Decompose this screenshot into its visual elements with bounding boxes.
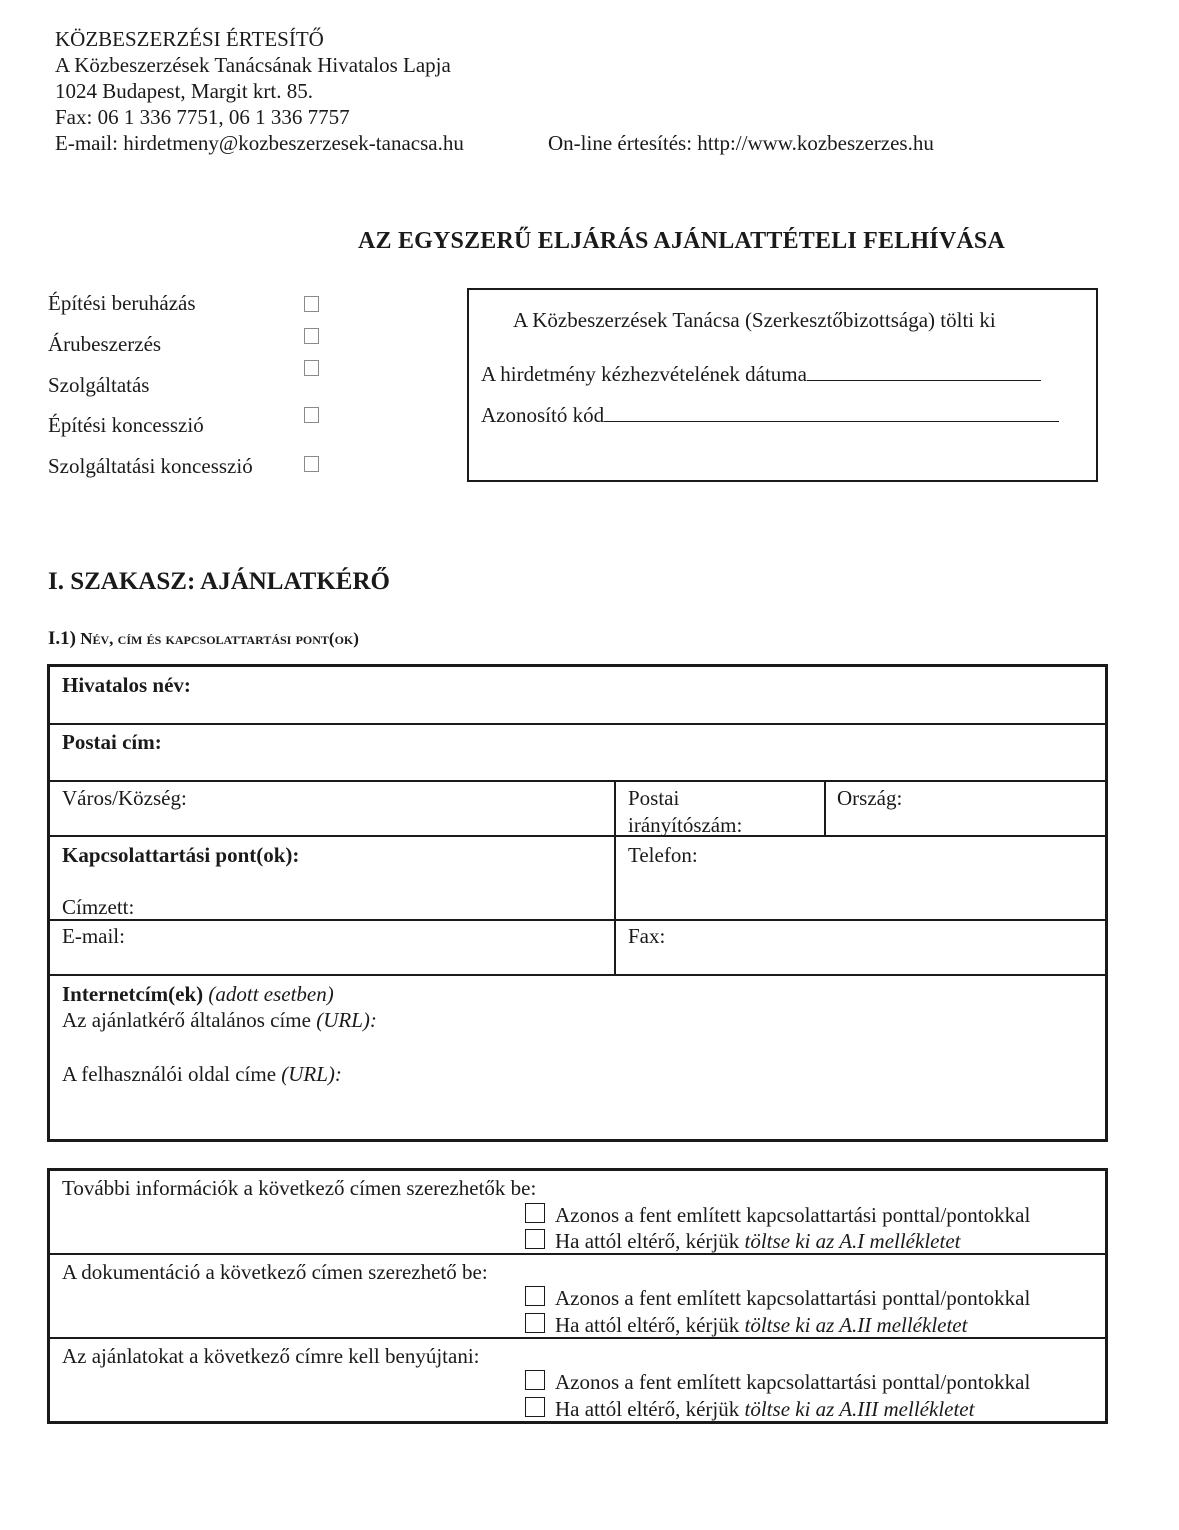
recipient-label: Címzett: (62, 895, 135, 919)
office-use-heading: A Közbeszerzések Tanácsa (Szerkesztőbizottsága) tölti ki (513, 308, 996, 332)
documentation-label: A dokumentáció a következő címen szerezhető be: (62, 1260, 488, 1284)
section-title: I. SZAKASZ: AJÁNLATKÉRŐ (48, 568, 390, 595)
further-info-diff-text: Ha attól eltérő, kérjük (555, 1229, 745, 1253)
contact-points-label: Kapcsolattartási pont(ok): (62, 843, 300, 867)
user-url-text: A felhasználói oldal címe (62, 1062, 277, 1086)
contact-form-box (47, 664, 1108, 1142)
submission-same-checkbox[interactable] (525, 1370, 545, 1390)
id-code-line (604, 401, 1059, 422)
documentation-same-label: Azonos a fent említett kapcsolattartási ponttal/pontokkal (555, 1286, 1031, 1310)
category-label-services: Szolgáltatás (48, 373, 150, 397)
phone-label: Telefon: (628, 843, 698, 867)
further-info-same-checkbox[interactable] (525, 1203, 545, 1223)
id-code-field[interactable] (481, 401, 1059, 428)
further-info-label: További információk a következő címen szerezhetők be: (62, 1176, 537, 1200)
submission-diff-label (555, 1396, 974, 1422)
postal-address-label: Postai cím: (62, 730, 162, 754)
documentation-diff-text: Ha attól eltérő, kérjük (555, 1313, 745, 1337)
official-name-label: Hivatalos név: (62, 673, 191, 697)
submission-diff-text: Ha attól eltérő, kérjük (555, 1397, 745, 1421)
internet-address-label: Internetcím(ek) (62, 982, 204, 1006)
online-notice: On-line értesítés: http://www.kozbeszerzes.hu (548, 131, 934, 155)
further-info-same-label: Azonos a fent említett kapcsolattartási ponttal/pontokkal (555, 1203, 1031, 1227)
subsection-name: Név, cím és kapcsolattartási pont(ok) (80, 629, 359, 648)
office-use-box (467, 288, 1098, 482)
publication-name: KÖZBESZERZÉSI ÉRTESÍTŐ (55, 27, 324, 51)
id-code-label: Azonosító kód (481, 403, 605, 427)
postal-code-label-1: Postai (628, 786, 680, 810)
user-url-label (62, 1061, 342, 1087)
country-label: Ország: (837, 786, 903, 810)
email-label: E-mail: (62, 924, 125, 948)
category-checkbox-services[interactable] (304, 360, 319, 376)
publisher-header (55, 26, 464, 156)
documentation-diff-label (555, 1312, 967, 1338)
fax-label: Fax: (628, 924, 666, 948)
further-info-diff-annex: töltse ki az A.I mellékletet (744, 1229, 961, 1253)
publisher-fax: Fax: 06 1 336 7751, 06 1 336 7757 (55, 105, 350, 129)
general-url-label (62, 1007, 377, 1033)
documentation-diff-annex: töltse ki az A.II mellékletet (744, 1313, 968, 1337)
category-checkbox-construction[interactable] (304, 296, 319, 312)
postal-code-label-2: irányítószám: (628, 813, 743, 837)
city-label: Város/Község: (62, 786, 187, 810)
publisher-address: 1024 Budapest, Margit krt. 85. (55, 79, 314, 103)
category-checkbox-works-concession[interactable] (304, 407, 319, 423)
submission-diff-checkbox[interactable] (525, 1397, 545, 1417)
publisher-email: E-mail: hirdetmeny@kozbeszerzesek-tanacsa.hu (55, 131, 464, 155)
category-label-construction: Építési beruházás (48, 291, 196, 315)
subsection-number: I.1) (48, 628, 76, 649)
address-options-box (47, 1168, 1108, 1424)
further-info-diff-label (555, 1228, 960, 1254)
received-date-line (807, 360, 1041, 381)
submission-diff-annex: töltse ki az A.III mellékletet (744, 1397, 975, 1421)
publication-subtitle: A Közbeszerzések Tanácsának Hivatalos Lapja (55, 53, 451, 77)
category-label-supplies: Árubeszerzés (48, 332, 162, 356)
user-url-note: (URL): (281, 1062, 342, 1086)
internet-address-heading (62, 981, 334, 1007)
general-url-text: Az ajánlatkérő általános címe (62, 1008, 311, 1032)
received-date-label: A hirdetmény kézhezvételének dátuma (481, 362, 807, 386)
submission-same-label: Azonos a fent említett kapcsolattartási ponttal/pontokkal (555, 1370, 1031, 1394)
documentation-diff-checkbox[interactable] (525, 1313, 545, 1333)
document-title: AZ EGYSZERŰ ELJÁRÁS AJÁNLATTÉTELI FELHÍVÁSA (358, 228, 1005, 254)
general-url-note: (URL): (316, 1008, 377, 1032)
documentation-same-checkbox[interactable] (525, 1286, 545, 1306)
category-checkbox-supplies[interactable] (304, 328, 319, 344)
received-date-field[interactable] (481, 360, 1041, 387)
further-info-diff-checkbox[interactable] (525, 1229, 545, 1249)
submission-label: Az ajánlatokat a következő címre kell benyújtani: (62, 1344, 480, 1368)
category-label-works-concession: Építési koncesszió (48, 413, 204, 437)
category-label-services-concession: Szolgáltatási koncesszió (48, 454, 253, 478)
subsection-title (48, 627, 359, 651)
internet-address-note: (adott esetben) (208, 982, 334, 1006)
category-checkbox-services-concession[interactable] (304, 456, 319, 472)
